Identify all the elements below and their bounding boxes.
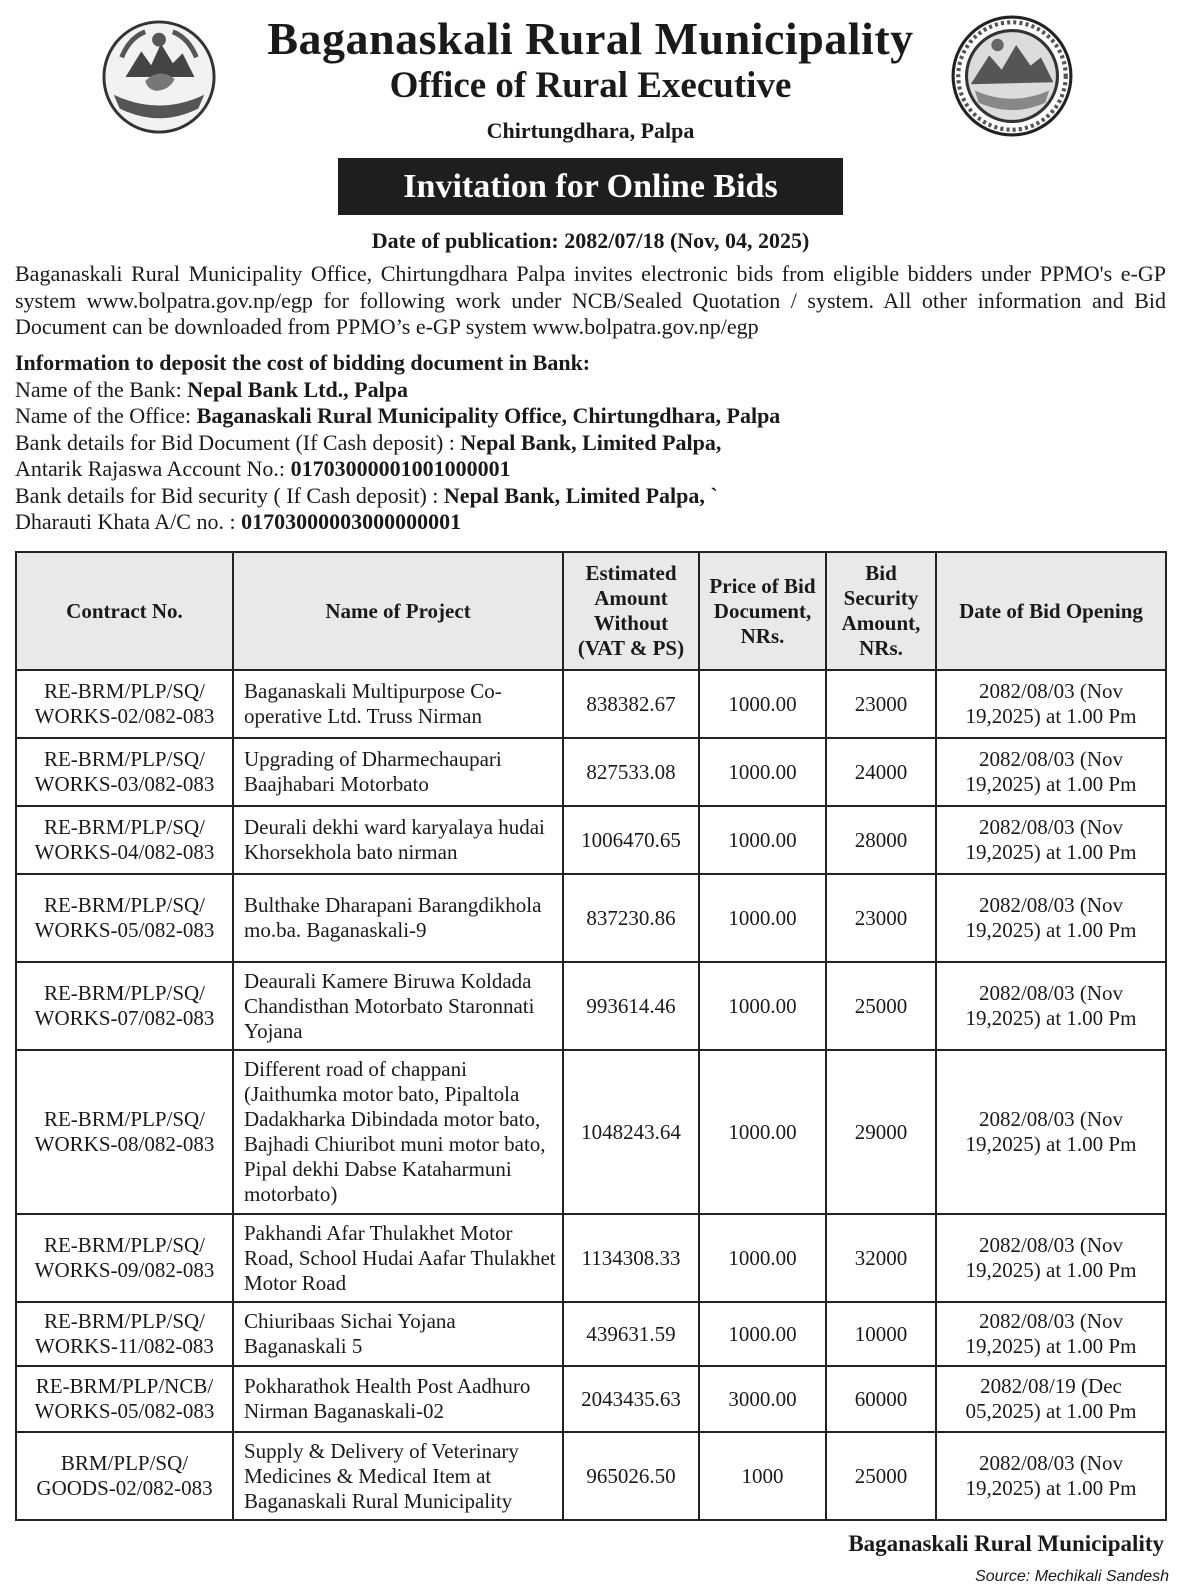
- project-name: Bulthake Dharapani Barangdikhola mo.ba. Baganaskali-9: [233, 874, 563, 962]
- project-name: Chiuribaas Sichai Yojana Baganaskali 5: [233, 1302, 563, 1366]
- header-opening-date: Date of Bid Opening: [936, 552, 1166, 670]
- table-header-row: [16, 552, 1166, 670]
- bank-name-label: Name of the Bank:: [15, 376, 188, 402]
- bid-document-price: 1000.00: [699, 962, 826, 1050]
- contract-no: RE-BRM/PLP/SQ/ WORKS-05/082-083: [16, 874, 233, 962]
- office-name-value: Baganaskali Rural Municipality Office, Chirtungdhara, Palpa: [196, 403, 781, 428]
- bid-opening-date: 2082/08/03 (Nov 19,2025) at 1.00 Pm: [936, 1214, 1166, 1302]
- contract-no: RE-BRM/PLP/SQ/ WORKS-03/082-083: [16, 738, 233, 806]
- estimated-amount: 1048243.64: [563, 1050, 699, 1214]
- office-subtitle: Office of Rural Executive: [389, 65, 792, 106]
- bid-security-amount: 23000: [826, 670, 936, 738]
- header-estimated-amount: Estimated Amount Without (VAT & PS): [563, 552, 699, 670]
- bid-opening-date: 2082/08/03 (Nov 19,2025) at 1.00 Pm: [936, 874, 1166, 962]
- bid-document-price: 1000.00: [699, 874, 826, 962]
- contract-no: BRM/PLP/SQ/ GOODS-02/082-083: [16, 1432, 233, 1520]
- contract-no: RE-BRM/PLP/SQ/ WORKS-09/082-083: [16, 1214, 233, 1302]
- bid-document-price: 1000.00: [699, 738, 826, 806]
- bank-info-heading: Information to deposit the cost of bidding document in Bank:: [15, 350, 591, 375]
- bid-document-price: 1000.00: [699, 670, 826, 738]
- signoff: Baganaskali Rural Municipality: [848, 1531, 1164, 1556]
- estimated-amount: 1006470.65: [563, 806, 699, 874]
- bid-security-bank-line: [15, 483, 1166, 510]
- table-row: [16, 1432, 1166, 1520]
- bid-opening-date: 2082/08/03 (Nov 19,2025) at 1.00 Pm: [936, 806, 1166, 874]
- bid-opening-date: 2082/08/03 (Nov 19,2025) at 1.00 Pm: [936, 962, 1166, 1050]
- bid-security-amount: 23000: [826, 874, 936, 962]
- table-row: [16, 874, 1166, 962]
- bid-security-amount: 28000: [826, 806, 936, 874]
- header-contract-no: Contract No.: [16, 552, 233, 670]
- estimated-amount: 993614.46: [563, 962, 699, 1050]
- bid-doc-bank-value: Nepal Bank, Limited Palpa,: [460, 429, 722, 455]
- office-location: Chirtungdhara, Palpa: [486, 118, 695, 143]
- bid-security-amount: 25000: [826, 962, 936, 1050]
- bid-opening-date: 2082/08/19 (Dec 05,2025) at 1.00 Pm: [936, 1366, 1166, 1432]
- contract-no: RE-BRM/PLP/SQ/ WORKS-11/082-083: [16, 1302, 233, 1366]
- table-row: [16, 1214, 1166, 1302]
- contract-no: RE-BRM/PLP/SQ/ WORKS-08/082-083: [16, 1050, 233, 1214]
- bid-doc-bank-line: [15, 430, 1166, 457]
- estimated-amount: 439631.59: [563, 1302, 699, 1366]
- estimated-amount: 1134308.33: [563, 1214, 699, 1302]
- project-name: Upgrading of Dharmechaupari Baajhabari Motorbato: [233, 738, 563, 806]
- project-name: Supply & Delivery of Veterinary Medicines & Medical Item at Baganaskali Rural Municipality: [233, 1432, 563, 1520]
- bid-security-amount: 29000: [826, 1050, 936, 1214]
- notice-banner: [338, 158, 843, 215]
- notice-banner-label: Invitation for Online Bids: [403, 167, 778, 205]
- office-name-line: [15, 403, 1166, 430]
- publication-date: Date of publication: 2082/07/18 (Nov, 04, 2025): [371, 228, 810, 253]
- bid-security-bank-value: Nepal Bank, Limited Palpa, `: [443, 482, 718, 508]
- estimated-amount: 838382.67: [563, 670, 699, 738]
- table-row: [16, 1366, 1166, 1432]
- bank-info-block: [15, 350, 1166, 536]
- table-row: [16, 670, 1166, 738]
- municipality-title: Baganaskali Rural Municipality: [267, 13, 914, 64]
- bid-security-amount: 60000: [826, 1366, 936, 1432]
- bid-document-price: 1000: [699, 1432, 826, 1520]
- source-credit: Source: Mechikali Sandesh: [975, 1568, 1169, 1585]
- bid-opening-date: 2082/08/03 (Nov 19,2025) at 1.00 Pm: [936, 1302, 1166, 1366]
- dharauti-account-value: 01703000003000000001: [241, 509, 462, 534]
- bid-security-amount: 32000: [826, 1214, 936, 1302]
- bid-document-price: 1000.00: [699, 1050, 826, 1214]
- table-row: [16, 1302, 1166, 1366]
- dharauti-account-label: Dharauti Khata A/C no. :: [15, 509, 242, 534]
- contract-no: RE-BRM/PLP/SQ/ WORKS-07/082-083: [16, 962, 233, 1050]
- estimated-amount: 2043435.63: [563, 1366, 699, 1432]
- bid-opening-date: 2082/08/03 (Nov 19,2025) at 1.00 Pm: [936, 1432, 1166, 1520]
- bank-name-line: [15, 377, 1166, 404]
- bid-document-price: 1000.00: [699, 1214, 826, 1302]
- bank-name-value: Nepal Bank Ltd., Palpa: [187, 376, 408, 402]
- table-row: [16, 962, 1166, 1050]
- project-name: Pokharathok Health Post Aadhuro Nirman Baganaskali-02: [233, 1366, 563, 1432]
- estimated-amount: 837230.86: [563, 874, 699, 962]
- project-name: Deurali dekhi ward karyalaya hudai Khorsekhola bato nirman: [233, 806, 563, 874]
- contract-no: RE-BRM/PLP/SQ/ WORKS-02/082-083: [16, 670, 233, 738]
- dharauti-account-line: [15, 509, 1166, 536]
- contract-no: RE-BRM/PLP/NCB/ WORKS-05/082-083: [16, 1366, 233, 1432]
- antarik-account-label: Antarik Rajaswa Account No.:: [15, 456, 291, 481]
- bid-opening-date: 2082/08/03 (Nov 19,2025) at 1.00 Pm: [936, 1050, 1166, 1214]
- bid-document-price: 1000.00: [699, 1302, 826, 1366]
- table-row: [16, 806, 1166, 874]
- intro-paragraph: Baganaskali Rural Municipality Office, Chirtungdhara Palpa invites electronic bids from eligible bidders under PPMO's e-GP system www.bolpatra.gov.np/egp for following work under NCB/Sealed Quotation / system. All other information and Bid Document can be downloaded from PPMO’s e-GP system www.bolpatra.gov.np/egp: [15, 261, 1166, 339]
- project-name: Different road of chappani (Jaithumka motor bato, Pipaltola Dadakharka Dibindada motor bato, Bajhadi Chiuribot muni motor bato, Pipal dekhi Dabse Kataharmuni motorbato): [233, 1050, 563, 1214]
- estimated-amount: 827533.08: [563, 738, 699, 806]
- bid-security-amount: 10000: [826, 1302, 936, 1366]
- project-name: Baganaskali Multipurpose Co-operative Ltd. Truss Nirman: [233, 670, 563, 738]
- contract-no: RE-BRM/PLP/SQ/ WORKS-04/082-083: [16, 806, 233, 874]
- antarik-account-value: 01703000001001000001: [290, 456, 511, 481]
- bid-security-amount: 25000: [826, 1432, 936, 1520]
- header-project-name: Name of Project: [233, 552, 563, 670]
- bid-security-amount: 24000: [826, 738, 936, 806]
- bid-document-price: 3000.00: [699, 1366, 826, 1432]
- antarik-account-line: [15, 456, 1166, 483]
- bid-opening-date: 2082/08/03 (Nov 19,2025) at 1.00 Pm: [936, 738, 1166, 806]
- header-bid-document-price: Price of Bid Document, NRs.: [699, 552, 826, 670]
- bids-table: [15, 551, 1167, 1521]
- bid-opening-date: 2082/08/03 (Nov 19,2025) at 1.00 Pm: [936, 670, 1166, 738]
- table-row: [16, 1050, 1166, 1214]
- bid-doc-bank-label: Bank details for Bid Document (If Cash deposit) :: [15, 429, 461, 455]
- bid-document-price: 1000.00: [699, 806, 826, 874]
- office-name-label: Name of the Office:: [15, 403, 197, 428]
- estimated-amount: 965026.50: [563, 1432, 699, 1520]
- bid-security-bank-label: Bank details for Bid security ( If Cash deposit) :: [15, 482, 444, 508]
- project-name: Deaurali Kamere Biruwa Koldada Chandisthan Motorbato Staronnati Yojana: [233, 962, 563, 1050]
- project-name: Pakhandi Afar Thulakhet Motor Road, School Hudai Aafar Thulakhet Motor Road: [233, 1214, 563, 1302]
- table-row: [16, 738, 1166, 806]
- header-bid-security: Bid Security Amount, NRs.: [826, 552, 936, 670]
